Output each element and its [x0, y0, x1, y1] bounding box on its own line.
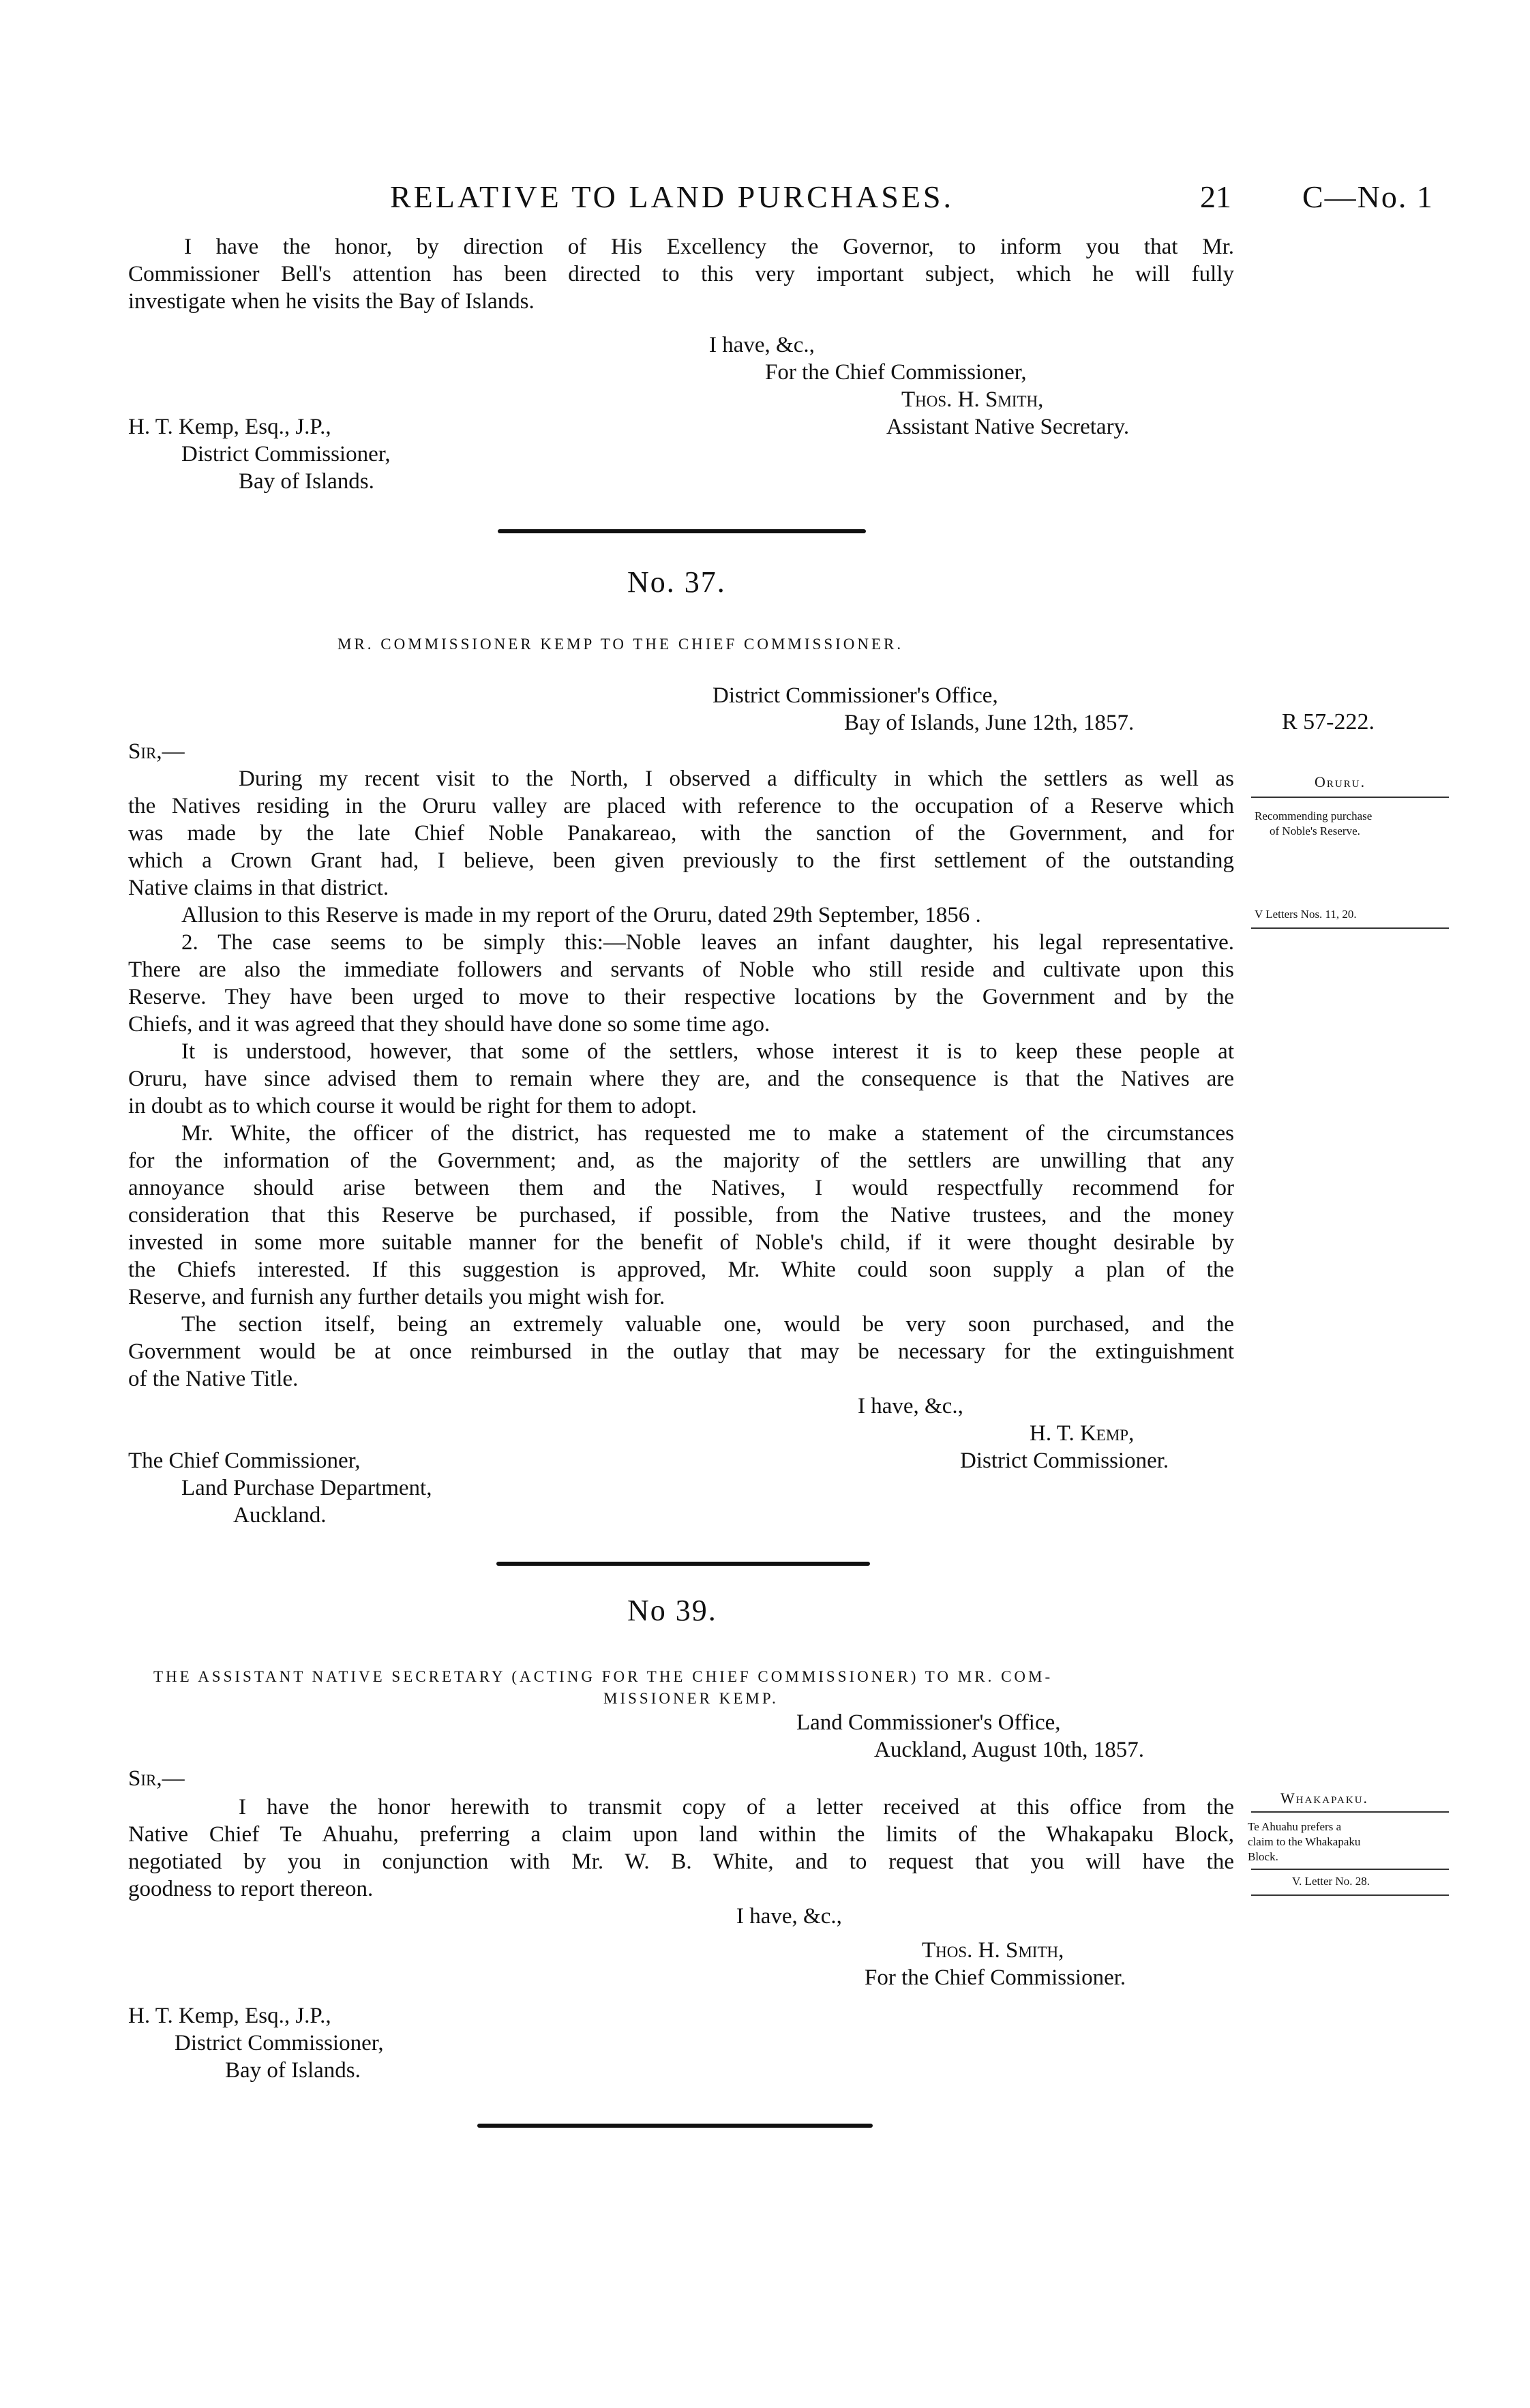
body-line: Mr. White, the officer of the district, has requested me to make a statement of the circumstances — [181, 1121, 1234, 1146]
body-line: During my recent visit to the North, I observed a difficulty in which the settlers as well as — [239, 767, 1234, 791]
signature-role: For the Chief Commissioner, — [765, 360, 1027, 385]
body-line: invested in some more suitable manner for the benefit of Noble's child, if it were thought desirable by — [128, 1230, 1234, 1255]
margin-heading: Oruru. — [1315, 773, 1366, 790]
place-date-line: Bay of Islands, June 12th, 1857. — [844, 711, 1135, 735]
closing: I have, &c., — [736, 1904, 842, 1929]
body-line: which a Crown Grant had, I believe, been given previously to the first settlement of the outstanding — [128, 848, 1234, 873]
body-line: Allusion to this Reserve is made in my report of the Oruru, dated 29th September, 1856 . — [181, 903, 981, 927]
salutation: Sir,— — [128, 739, 185, 764]
margin-rule — [1251, 1811, 1449, 1813]
margin-reference: R 57-222. — [1282, 709, 1375, 734]
letter-36-body — [128, 233, 1234, 315]
addressee-line: District Commissioner, — [175, 2031, 384, 2055]
body-line: for the information of the Government; and, as the majority of the settlers are unwilling that any — [128, 1148, 1234, 1173]
body-line: Native claims in that district. — [128, 876, 389, 900]
section-divider — [496, 1562, 870, 1566]
margin-heading: Whakapaku. — [1280, 1789, 1369, 1807]
body-line: Commissioner Bell's attention has been directed to this very important subject, which he will fully — [128, 262, 1234, 286]
section-divider — [498, 529, 866, 533]
letter-number: No. 37. — [627, 565, 726, 599]
margin-letter-ref: V. Letter No. 28. — [1292, 1875, 1370, 1888]
section-divider — [477, 2124, 873, 2128]
body-line: Oruru, have since advised them to remain where they are, and the consequence is that the Natives are — [128, 1067, 1234, 1091]
addressee-line: Bay of Islands. — [225, 2058, 361, 2083]
signature-title: Assistant Native Secretary. — [886, 415, 1130, 439]
body-line: in doubt as to which course it would be right for them to adopt. — [128, 1094, 698, 1118]
salutation: Sir,— — [128, 1766, 185, 1791]
signature-title: District Commissioner. — [960, 1448, 1169, 1473]
margin-rule — [1251, 1869, 1449, 1870]
margin-rule — [1251, 1894, 1449, 1896]
body-line: I have the honor herewith to transmit copy of a letter received at this office from the — [239, 1795, 1234, 1819]
body-line: negotiated by you in conjunction with Mr. W. B. White, and to request that you will have the — [128, 1849, 1234, 1874]
letter-37-body — [128, 765, 1234, 1393]
closing: I have, &c., — [858, 1394, 963, 1418]
body-line: Government would be at once reimbursed in the outlay that may be necessary for the extinguishment — [128, 1339, 1234, 1364]
place-date-line: Auckland, August 10th, 1857. — [874, 1738, 1144, 1762]
margin-note-line: claim to the Whakapaku — [1248, 1835, 1361, 1848]
addressee-line: District Commissioner, — [181, 442, 391, 466]
body-line: Native Chief Te Ahuahu, preferring a claim upon land within the limits of the Whakapaku Block, — [128, 1822, 1234, 1847]
body-line: consideration that this Reserve be purchased, if possible, from the Native trustees, and the money — [128, 1203, 1234, 1228]
letter-title: MR. COMMISSIONER KEMP TO THE CHIEF COMMISSIONER. — [338, 636, 904, 653]
margin-letters-ref: V Letters Nos. 11, 20. — [1255, 908, 1357, 921]
body-line: There are also the immediate followers and servants of Noble who still reside and cultivate upon this — [128, 957, 1234, 982]
body-line: I have the honor, by direction of His Excellency the Governor, to inform you that Mr. — [184, 235, 1234, 259]
place-line: Land Commissioner's Office, — [796, 1710, 1061, 1735]
body-line: Reserve, and furnish any further details you might wish for. — [128, 1285, 665, 1309]
body-line: investigate when he visits the Bay of Islands. — [128, 289, 535, 314]
body-line: It is understood, however, that some of the settlers, whose interest it is to keep these people at — [181, 1039, 1234, 1064]
margin-note-line: Block. — [1248, 1850, 1278, 1863]
body-line: annoyance should arise between them and the Natives, I would respectfully recommend for — [128, 1176, 1234, 1200]
running-header-title: RELATIVE TO LAND PURCHASES. — [390, 179, 955, 214]
signature-role: For the Chief Commissioner. — [865, 1965, 1126, 1990]
body-line: The section itself, being an extremely valuable one, would be very soon purchased, and the — [181, 1312, 1234, 1337]
addressee-line: Bay of Islands. — [239, 469, 374, 494]
closing: I have, &c., — [709, 333, 815, 357]
body-line: Reserve. They have been urged to move to their respective locations by the Government and by the — [128, 985, 1234, 1009]
body-line: the Natives residing in the Oruru valley are placed with reference to the occupation of a Reserve which — [128, 794, 1234, 818]
page-number: 21 — [1200, 179, 1231, 214]
letter-title-line: MISSIONER KEMP. — [603, 1690, 779, 1707]
body-line: the Chiefs interested. If this suggestion is approved, Mr. White could soon supply a plan of the — [128, 1258, 1234, 1282]
addressee-line: The Chief Commissioner, — [128, 1448, 361, 1473]
document-reference: C—No. 1 — [1302, 179, 1434, 214]
body-line: goodness to report thereon. — [128, 1877, 374, 1901]
letter-39-body — [128, 1794, 1234, 1903]
body-line: Chiefs, and it was agreed that they should have done so some time ago. — [128, 1012, 770, 1037]
body-line: 2. The case seems to be simply this:—Noble leaves an infant daughter, his legal representative. — [181, 930, 1234, 955]
letter-title-line: THE ASSISTANT NATIVE SECRETARY (ACTING FOR THE CHIEF COMMISSIONER) TO MR. COM- — [153, 1668, 1053, 1685]
margin-note-line: Te Ahuahu prefers a — [1248, 1820, 1342, 1833]
addressee-line: H. T. Kemp, Esq., J.P., — [128, 415, 331, 439]
addressee-line: H. T. Kemp, Esq., J.P., — [128, 2004, 331, 2028]
margin-note-line: of Noble's Reserve. — [1270, 824, 1360, 837]
addressee-line: Auckland. — [233, 1503, 327, 1528]
margin-rule — [1251, 797, 1449, 798]
place-line: District Commissioner's Office, — [712, 683, 998, 708]
body-line: of the Native Title. — [128, 1367, 299, 1391]
letter-number: No 39. — [627, 1594, 717, 1627]
margin-rule — [1251, 927, 1449, 929]
addressee-line: Land Purchase Department, — [181, 1476, 432, 1500]
signature-name: Thos. H. Smith, — [901, 387, 1044, 412]
body-line: was made by the late Chief Noble Panakareao, with the sanction of the Government, and for — [128, 821, 1234, 846]
signature-name: H. T. Kemp, — [1030, 1421, 1135, 1446]
margin-note-line: Recommending purchase — [1255, 809, 1372, 822]
signature-name: Thos. H. Smith, — [922, 1938, 1064, 1963]
